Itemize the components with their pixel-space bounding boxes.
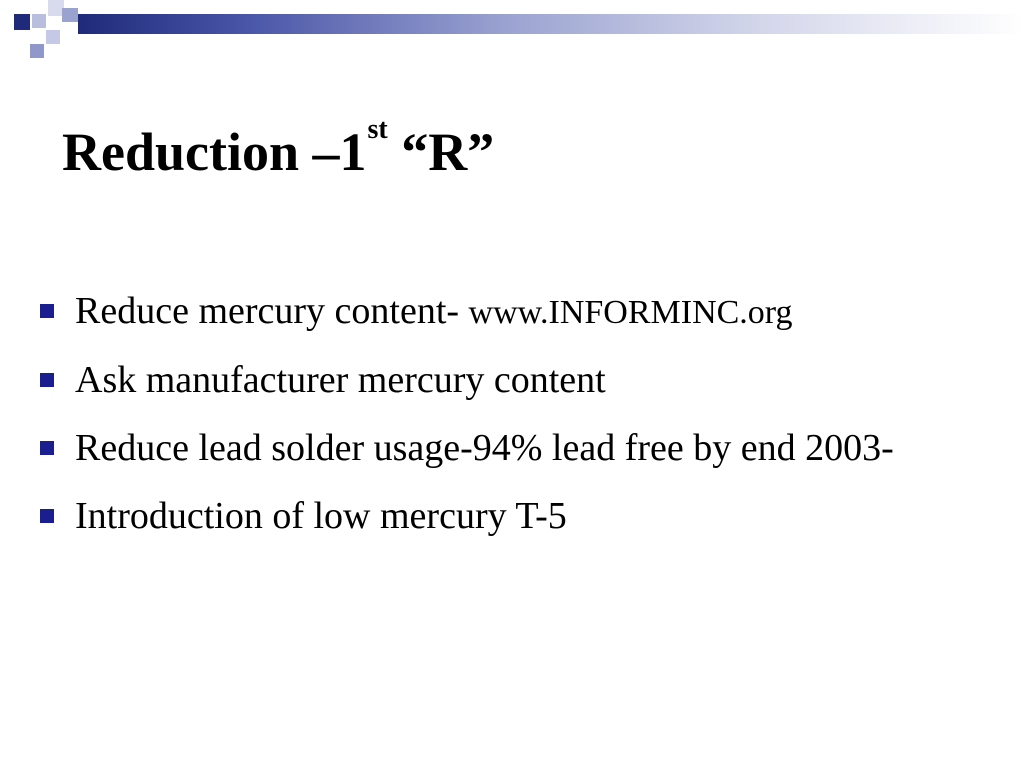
title-superscript: st	[367, 114, 388, 145]
gradient-band	[78, 14, 1024, 34]
title-main: Reduction –1	[62, 122, 367, 182]
decor-square	[30, 44, 44, 58]
bullet-text: Reduce lead solder usage-94% lead free by end 2003-	[75, 427, 894, 469]
decor-square	[62, 8, 78, 22]
informinc-link[interactable]: www.INFORMINC.org	[468, 294, 793, 331]
title-suffix: “R”	[387, 122, 495, 182]
square-bullet-icon	[40, 509, 54, 523]
decorative-header-bar	[0, 0, 1024, 62]
bullet-item	[40, 349, 1000, 412]
bullet-list	[40, 280, 1000, 548]
bullet-text: Reduce mercury content-	[75, 290, 469, 332]
bullet-item	[40, 280, 1000, 344]
decor-square	[14, 14, 30, 30]
bullet-item	[40, 485, 1000, 548]
square-bullet-icon	[40, 373, 54, 387]
bullet-text: Ask manufacturer mercury content	[75, 359, 606, 401]
bullet-text: Introduction of low mercury T-5	[75, 495, 567, 537]
decor-square	[32, 14, 46, 28]
square-bullet-icon	[40, 441, 54, 455]
slide-title	[62, 114, 495, 185]
square-bullet-icon	[40, 304, 54, 318]
decor-square	[46, 30, 60, 44]
bullet-item	[40, 417, 1000, 480]
